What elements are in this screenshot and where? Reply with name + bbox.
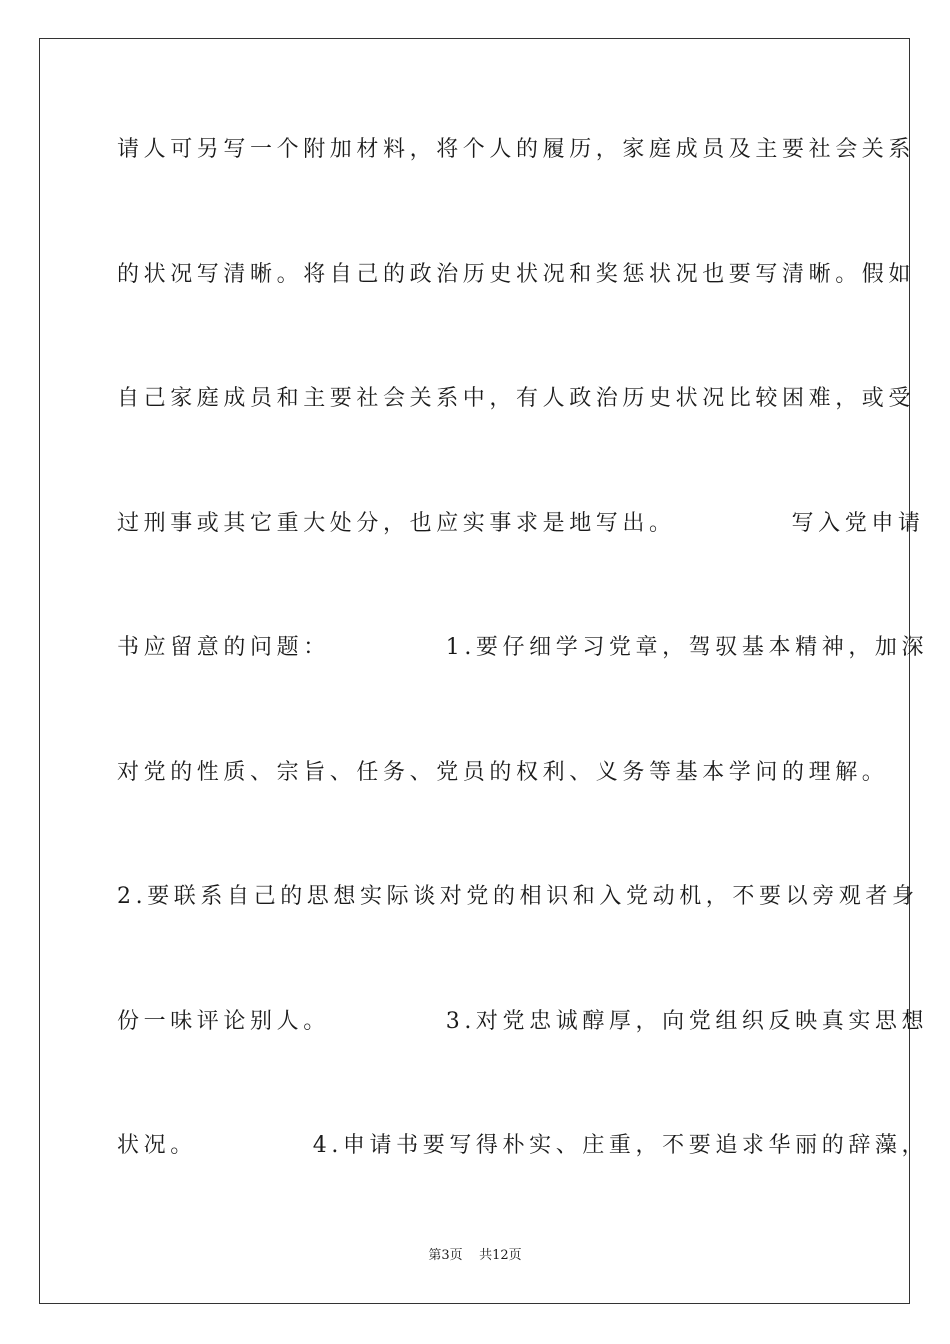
body-text-line-6: 对党的性质、宗旨、任务、党员的权利、义务等基本学问的理解。 (117, 760, 889, 785)
body-text-line-2: 的状况写清晰。将自己的政治历史状况和奖惩状况也要写清晰。假如 (117, 262, 916, 287)
body-text-line-4: 过刑事或其它重大处分，也应实事求是地写出。 写入党申请 (117, 511, 925, 536)
page-border (39, 38, 929, 1304)
page-number-footer: 第3页 共12页 (428, 1248, 522, 1263)
body-text-line-8: 份一味评论别人。 3.对党忠诚醇厚，向党组织反映真实思想 (117, 1009, 929, 1034)
body-text-line-3: 自己家庭成员和主要社会关系中，有人政治历史状况比较困难，或受 (117, 386, 916, 411)
body-text-line-1: 请人可另写一个附加材料，将个人的履历，家庭成员及主要社会关系 (117, 137, 916, 162)
body-text-line-9: 状况。 4.申请书要写得朴实、庄重，不要追求华丽的辞藻， (117, 1133, 929, 1158)
body-text-line-7: 2.要联系自己的思想实际谈对党的相识和入党动机，不要以旁观者身 (117, 884, 919, 909)
body-text-line-5: 书应留意的问题： 1.要仔细学习党章，驾驭基本精神，加深 (117, 635, 929, 660)
